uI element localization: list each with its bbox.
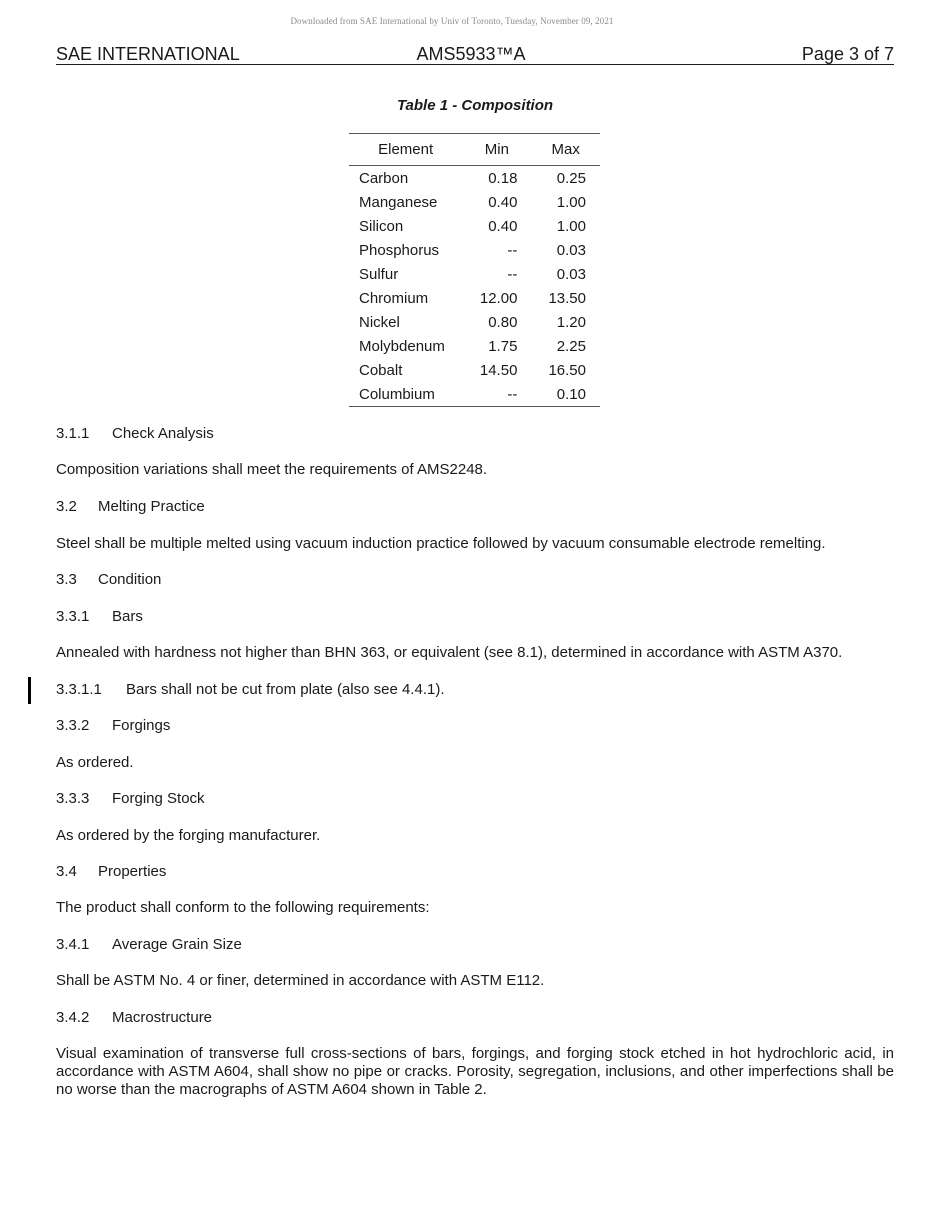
cell-max: 1.00 xyxy=(556,193,586,211)
cell-element: Columbium xyxy=(349,382,462,407)
revision-change-bar xyxy=(28,677,31,704)
cell-max: 0.10 xyxy=(531,382,600,407)
paragraph: The product shall conform to the following requirements: xyxy=(56,899,430,916)
cell-element: Molybdenum xyxy=(359,337,445,355)
cell-max: 13.50 xyxy=(548,289,586,307)
paragraph: Shall be ASTM No. 4 or finer, determined in accordance with ASTM E112. xyxy=(56,972,545,989)
cell-element: Silicon xyxy=(359,217,404,235)
header-page-number: Page 3 of 7 xyxy=(801,44,894,64)
section-title: Forging Stock xyxy=(112,790,205,807)
column-header-element: Element xyxy=(349,134,462,166)
section-heading xyxy=(56,1009,894,1027)
section-heading xyxy=(56,936,894,954)
paragraph: As ordered. xyxy=(56,754,134,771)
section-number: 3.4 xyxy=(56,863,77,880)
paragraph: Steel shall be multiple melted using vacuum induction practice followed by vacuum consumable electrode remelting. xyxy=(56,535,826,552)
section-title: Melting Practice xyxy=(98,498,205,515)
cell-element: Nickel xyxy=(359,313,400,331)
cell-element: Phosphorus xyxy=(359,241,440,259)
section-heading xyxy=(56,498,894,516)
cell-max: 0.25 xyxy=(556,169,586,187)
column-header-min: Min xyxy=(462,134,531,166)
section-title: Average Grain Size xyxy=(112,936,242,953)
section-heading xyxy=(56,571,894,589)
cell-element: Sulfur xyxy=(359,265,399,283)
section-heading xyxy=(56,681,894,699)
table-row xyxy=(349,190,600,214)
section-number: 3.2 xyxy=(56,498,77,515)
section-heading xyxy=(56,425,894,443)
section-title: Check Analysis xyxy=(112,425,214,442)
paragraph: Visual examination of transverse full cross-sections of bars, forgings, and forging stock etched in hot hydrochloric acid, in accordance with ASTM A604, shall show no pipe or cracks. Porosity, segregation, inclusions, and other imperfections shall be no worse than the macrographs of ASTM A604 shown in Table 2. xyxy=(56,1045,894,1098)
paragraph: As ordered by the forging manufacturer. xyxy=(56,827,321,844)
composition-table xyxy=(349,133,600,407)
cell-max: 1.00 xyxy=(556,217,586,235)
header-document-id: AMS5933™A xyxy=(416,44,526,64)
cell-min: 0.40 xyxy=(488,193,518,211)
cell-min: 0.80 xyxy=(488,313,518,331)
page-header xyxy=(56,42,894,65)
table-row xyxy=(349,262,600,286)
cell-min: 14.50 xyxy=(479,361,518,379)
section-number: 3.1.1 xyxy=(56,425,90,442)
download-watermark: Downloaded from SAE International by Univ of Toronto, Tuesday, November 09, 2021 xyxy=(290,16,614,26)
table-row xyxy=(349,358,600,382)
cell-element: Chromium xyxy=(359,289,429,307)
section-number: 3.4.1 xyxy=(56,936,90,953)
section-title: Properties xyxy=(98,863,167,880)
section-number: 3.3.1.1 xyxy=(56,681,102,698)
cell-min: 0.18 xyxy=(488,169,518,187)
column-header-max: Max xyxy=(531,134,600,166)
table-row xyxy=(349,310,600,334)
table-row xyxy=(349,214,600,238)
section-heading xyxy=(56,717,894,735)
cell-min: -- xyxy=(507,265,518,283)
section-title: Condition xyxy=(98,571,162,588)
section-heading xyxy=(56,608,894,626)
section-title: Forgings xyxy=(112,717,171,734)
cell-min: 12.00 xyxy=(479,289,518,307)
cell-max: 0.03 xyxy=(556,265,586,283)
header-organization: SAE INTERNATIONAL xyxy=(56,44,240,64)
section-number: 3.3.1 xyxy=(56,608,90,625)
section-heading xyxy=(56,790,894,808)
table-row xyxy=(349,238,600,262)
cell-element: Cobalt xyxy=(359,361,403,379)
section-number: 3.3.2 xyxy=(56,717,90,734)
cell-max: 0.03 xyxy=(556,241,586,259)
table-row xyxy=(349,286,600,310)
section-title: Macrostructure xyxy=(112,1009,213,1026)
table-row xyxy=(349,334,600,358)
table-row xyxy=(349,382,600,407)
cell-min: 0.40 xyxy=(488,217,518,235)
cell-max: 1.20 xyxy=(556,313,586,331)
section-number: 3.3 xyxy=(56,571,77,588)
section-number: 3.4.2 xyxy=(56,1009,90,1026)
table-header-row xyxy=(349,134,600,166)
cell-element: Carbon xyxy=(359,169,409,187)
cell-element: Manganese xyxy=(359,193,438,211)
table-title: Table 1 - Composition xyxy=(396,97,554,114)
paragraph: Composition variations shall meet the requirements of AMS2248. xyxy=(56,461,488,478)
section-number: 3.3.3 xyxy=(56,790,90,807)
table-row xyxy=(349,166,600,191)
section-title: Bars xyxy=(112,608,143,625)
cell-max: 16.50 xyxy=(548,361,586,379)
cell-min: -- xyxy=(462,382,531,407)
cell-max: 2.25 xyxy=(556,337,586,355)
section-title: Bars shall not be cut from plate (also see 4.4.1). xyxy=(126,681,445,698)
section-heading xyxy=(56,863,894,881)
cell-min: -- xyxy=(507,241,518,259)
paragraph: Annealed with hardness not higher than BHN 363, or equivalent (see 8.1), determined in accordance with ASTM A370. xyxy=(56,644,843,661)
cell-min: 1.75 xyxy=(488,337,518,355)
